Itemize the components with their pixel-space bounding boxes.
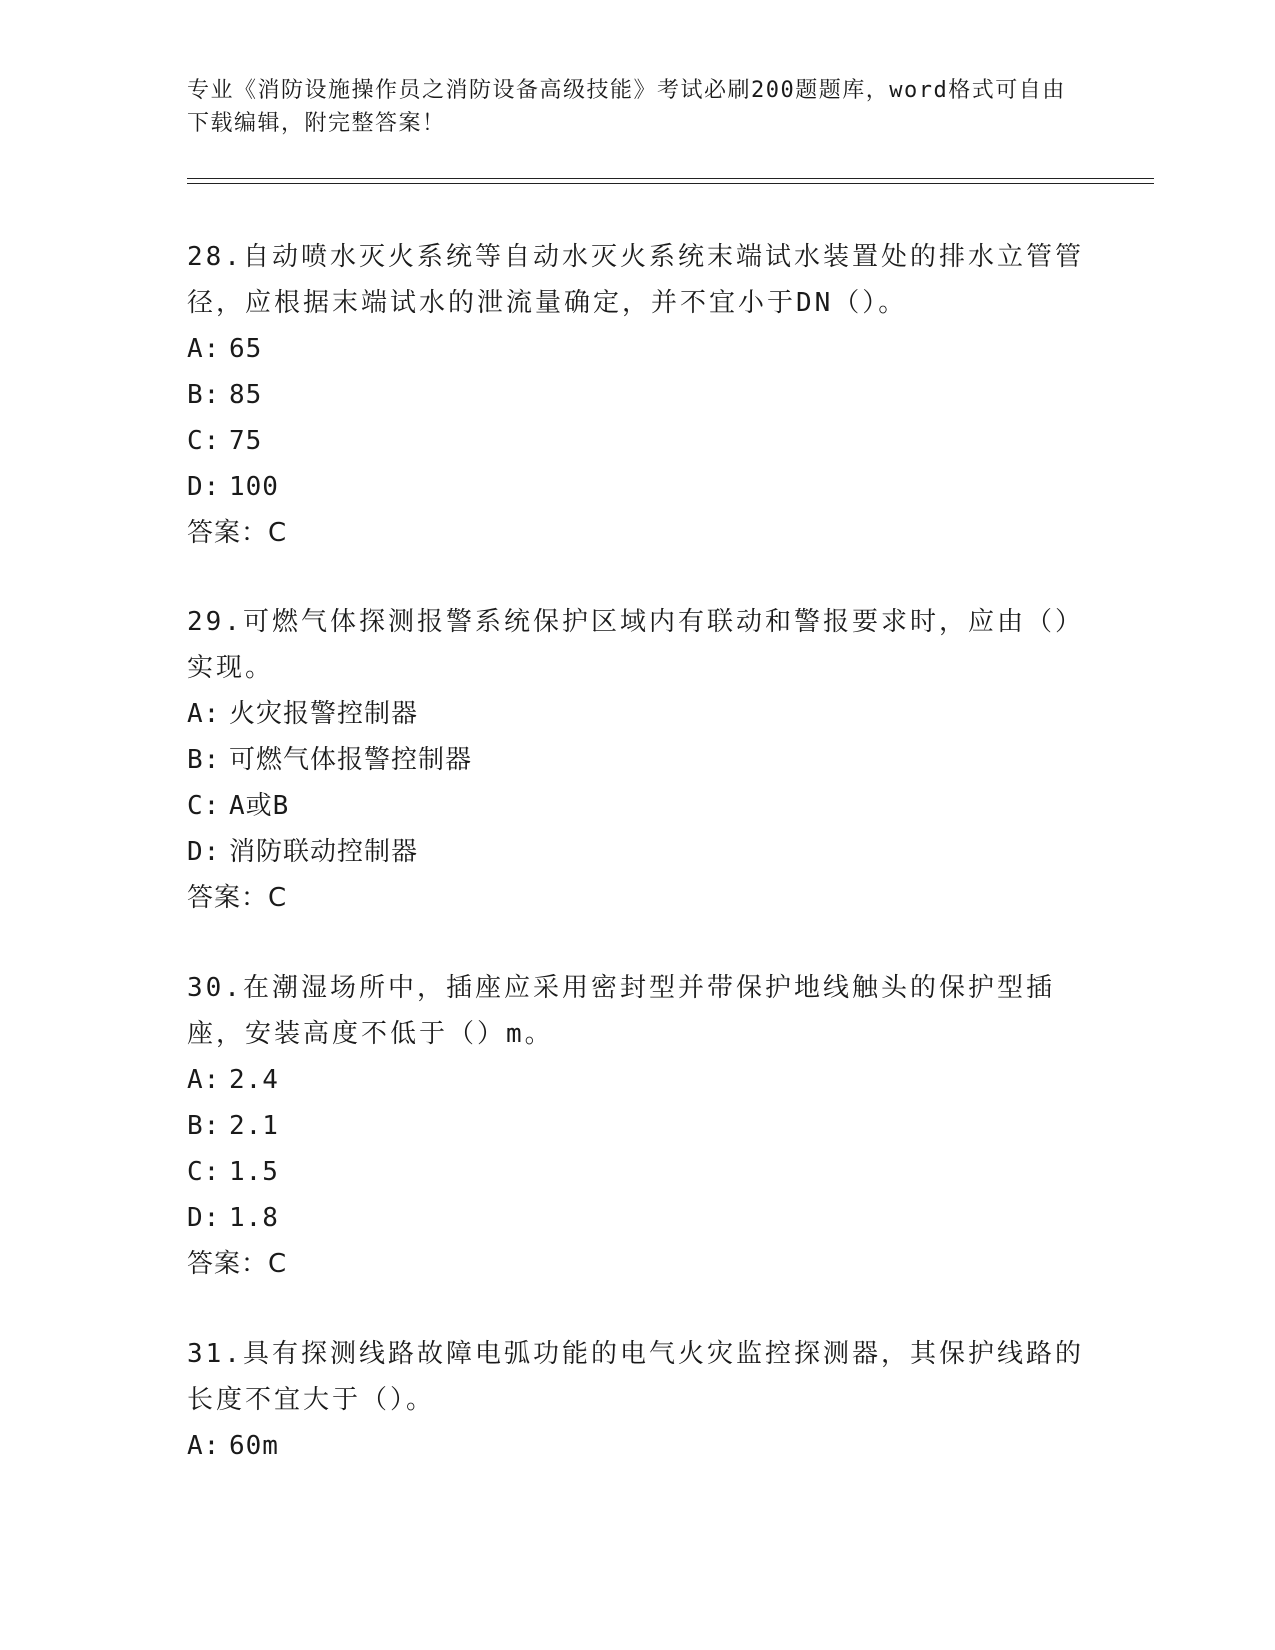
option-label: B: xyxy=(187,745,221,775)
question-30 xyxy=(187,965,1087,1287)
option-text: 消防联动控制器 xyxy=(229,837,419,867)
question-28 xyxy=(187,234,1087,556)
option-label: A: xyxy=(187,1431,221,1461)
option-label: A: xyxy=(187,1065,221,1095)
option-d xyxy=(187,1195,1087,1241)
answer-line: 答案：C xyxy=(187,883,288,913)
question-stem: 30.在潮湿场所中，插座应采用密封型并带保护地线触头的保护型插座，安装高度不低于（）m。 xyxy=(187,973,1055,1049)
option-label: C: xyxy=(187,426,221,456)
question-31 xyxy=(187,1331,1087,1469)
option-text: 75 xyxy=(229,426,263,456)
option-a xyxy=(187,1423,1087,1469)
option-label: A: xyxy=(187,334,221,364)
option-b xyxy=(187,737,1087,783)
option-text: 1.5 xyxy=(229,1157,279,1187)
option-text: 65 xyxy=(229,334,263,364)
question-stem: 28.自动喷水灭火系统等自动水灭火系统末端试水装置处的排水立管管径，应根据末端试水的泄流量确定，并不宜小于DN（）。 xyxy=(187,242,1084,318)
question-29 xyxy=(187,599,1087,921)
option-c xyxy=(187,418,1087,464)
option-text: 85 xyxy=(229,380,263,410)
option-text: 2.4 xyxy=(229,1065,279,1095)
option-text: 2.1 xyxy=(229,1111,279,1141)
option-c xyxy=(187,1149,1087,1195)
option-d xyxy=(187,829,1087,875)
option-text: 100 xyxy=(229,472,279,502)
option-text: 60m xyxy=(229,1431,279,1461)
option-text: 1.8 xyxy=(229,1203,279,1233)
question-stem: 29.可燃气体探测报警系统保护区域内有联动和警报要求时，应由（）实现。 xyxy=(187,607,1084,683)
option-a xyxy=(187,691,1087,737)
option-a xyxy=(187,326,1087,372)
document-header: 专业《消防设施操作员之消防设备高级技能》考试必刷200题题库，word格式可自由下载编辑，附完整答案！ xyxy=(187,78,1066,136)
option-label: A: xyxy=(187,699,221,729)
option-b xyxy=(187,1103,1087,1149)
header-divider-bottom xyxy=(187,183,1154,184)
option-b xyxy=(187,372,1087,418)
option-label: D: xyxy=(187,1203,221,1233)
option-text: A或B xyxy=(229,791,290,821)
option-label: C: xyxy=(187,1157,221,1187)
option-a xyxy=(187,1057,1087,1103)
option-text: 火灾报警控制器 xyxy=(229,699,419,729)
option-label: B: xyxy=(187,380,221,410)
question-stem: 31.具有探测线路故障电弧功能的电气火灾监控探测器，其保护线路的长度不宜大于（）。 xyxy=(187,1339,1084,1415)
option-text: 可燃气体报警控制器 xyxy=(229,745,473,775)
option-d xyxy=(187,464,1087,510)
option-label: C: xyxy=(187,791,221,821)
option-label: B: xyxy=(187,1111,221,1141)
option-label: D: xyxy=(187,837,221,867)
option-c xyxy=(187,783,1087,829)
answer-line: 答案：C xyxy=(187,518,288,548)
answer-line: 答案：C xyxy=(187,1249,288,1279)
option-label: D: xyxy=(187,472,221,502)
header-divider-top xyxy=(187,178,1154,179)
